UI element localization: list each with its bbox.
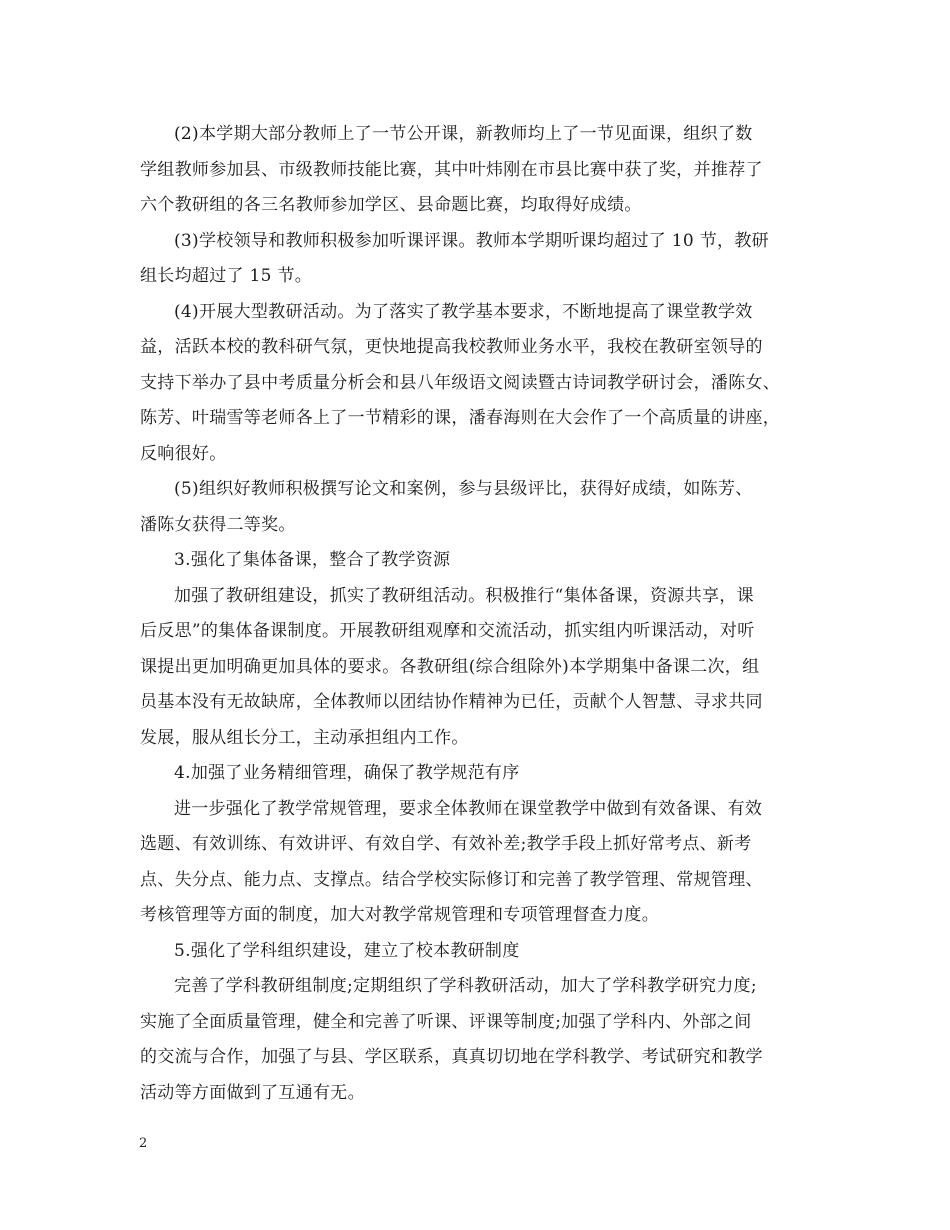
text-line: (3)学校领导和教师积极参加听课评课。教师本学期听课均超过了 10 节，教研: [174, 230, 769, 251]
text-line: 反响很好。: [140, 443, 227, 464]
text-line: 进一步强化了教学常规管理，要求全体教师在课堂教学中做到有效备课、有效: [174, 798, 763, 819]
text-line: 加强了教研组建设，抓实了教研组活动。积极推行“集体备课，资源共享，课: [174, 585, 754, 606]
text-line: 益，活跃本校的教科研气氛，更快地提高我校教师业务水平，我校在教研室领导的: [140, 337, 763, 357]
text-line: 陈芳、叶瑞雪等老师各上了一节精彩的课，潘春海则在大会作了一个高质量的讲座，: [140, 408, 781, 428]
text-line: 实施了全面质量管理，健全和完善了听课、评课等制度;加强了学科内、外部之间: [140, 1011, 752, 1032]
text-line: 潘陈女获得二等奖。: [140, 514, 296, 535]
text-line: (2)本学期大部分教师上了一节公开课，新教师均上了一节见面课，组织了数: [174, 124, 753, 144]
text-line: 员基本没有无故缺席，全体教师以团结协作精神为已任，贡献个人智慧、寻求共同: [140, 692, 763, 712]
text-line: 完善了学科教研组制度;定期组织了学科教研活动，加大了学科教学研究力度;: [174, 976, 757, 996]
page-number: 2: [139, 1136, 148, 1151]
text-line: 课提出更加明确更加具体的要求。各教研组(综合组除外)本学期集中备课二次，组: [140, 656, 760, 677]
text-line: 点、失分点、能力点、支撑点。结合学校实际修订和完善了教学管理、常规管理、: [140, 869, 763, 890]
text-line: 4.加强了业务精细管理，确保了教学规范有序: [174, 763, 520, 783]
text-line: 支持下举办了县中考质量分析会和县八年级语文阅读暨古诗词教学研讨会，潘陈女、: [140, 372, 781, 393]
text-line: (4)开展大型教研活动。为了落实了教学基本要求，不断地提高了课堂教学效: [174, 301, 753, 322]
document-body: [140, 117, 815, 1111]
text-line: 的交流与合作，加强了与县、学区联系，真真切切地在学科教学、考试研究和教学: [140, 1047, 763, 1067]
text-line: 选题、有效训练、有效讲评、有效自学、有效补差;教学手段上抓好常考点、新考: [140, 834, 752, 854]
text-line: 5.强化了学科组织建设，建立了校本教研制度: [174, 940, 520, 961]
text-line: 活动等方面做到了互通有无。: [140, 1082, 365, 1103]
text-line: (5)组织好教师积极撰写论文和案例，参与县级评比，获得好成绩，如陈芳、: [174, 479, 753, 499]
text-line: 学组教师参加县、市级教师技能比赛，其中叶炜刚在市县比赛中获了奖，并推荐了: [140, 159, 763, 180]
text-line: 组长均超过了 15 节。: [140, 266, 313, 286]
text-line: 发展，服从组长分工，主动承担组内工作。: [140, 727, 469, 748]
text-line: 考核管理等方面的制度，加大对教学常规管理和专项管理督查力度。: [140, 905, 659, 925]
text-line: 后反思”的集体备课制度。开展教研组观摩和交流活动，抓实组内听课活动，对听: [140, 621, 755, 641]
text-line: 3.强化了集体备课，整合了教学资源: [174, 550, 451, 570]
text-line: 六个教研组的各三名教师参加学区、县命题比赛，均取得好成绩。: [140, 195, 642, 215]
